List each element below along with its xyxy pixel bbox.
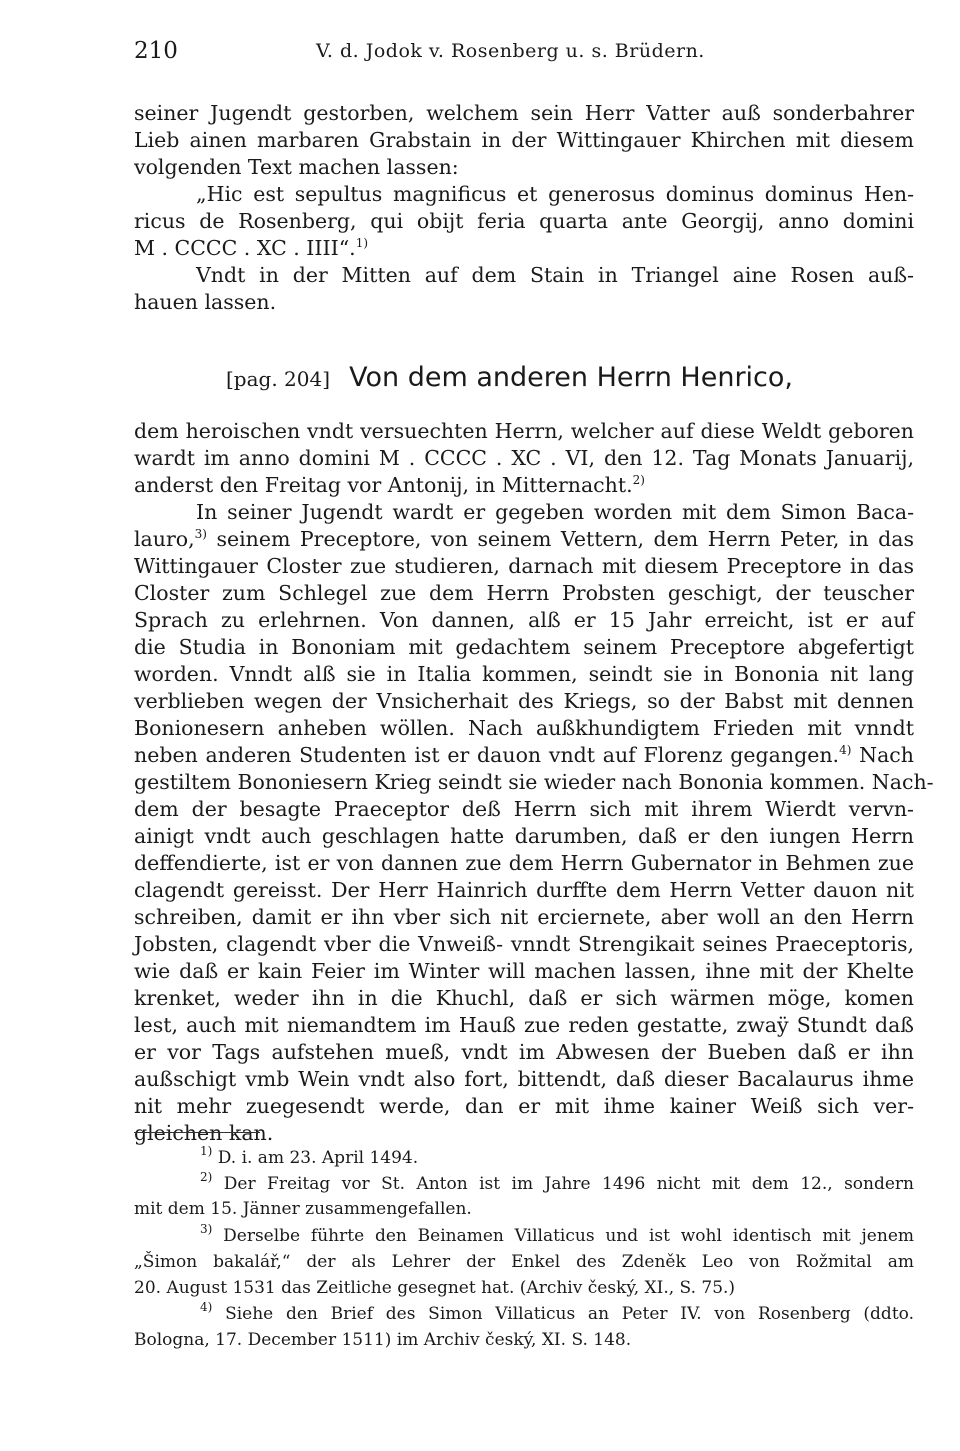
text-line: seiner Jugendt gestorben, welchem sein Herr Vatter auß sonderbahrer bbox=[134, 101, 914, 125]
text-fragment: seinem Preceptore, von seinem Vettern, dem Herrn Peter, in das bbox=[206, 527, 914, 551]
text-line: wie daß er kain Feier im Winter will machen lassen, ihne mit der Khelte bbox=[134, 959, 914, 983]
text-line: er vor Tags aufstehen mueß, vndt im Abwesen der Bueben daß er ihn bbox=[134, 1040, 914, 1064]
text-line: die Studia in Bononiam mit gedachtem seinem Preceptore abgefertigt bbox=[134, 635, 914, 659]
text-line: Sprach zu erlehrnen. Von dannen, alß er 15 Jahr erreicht, ist er auf bbox=[134, 608, 914, 632]
page-number: 210 bbox=[134, 38, 178, 64]
text-line: krenket, weder ihn in die Khuchl, daß er sich wärmen möge, komen bbox=[134, 986, 914, 1010]
footnote-ref: 2) bbox=[632, 473, 645, 487]
footnote-mark: 3) bbox=[200, 1222, 213, 1236]
footnote-text: Der Freitag vor St. Anton ist im Jahre 1496 nicht mit dem 12., sondern bbox=[223, 1174, 914, 1194]
page-header bbox=[134, 38, 914, 68]
text-line: nit mehr zuegesendt werde, dan er mit ihme kainer Weiß sich ver- bbox=[134, 1094, 914, 1118]
text-line: dem der besagte Praeceptor deß Herrn sich mit ihrem Wierdt vervn- bbox=[134, 797, 914, 821]
text-line: lest, auch mit niemandtem im Hauß zue reden gestatte, zwaÿ Stundt daß bbox=[134, 1013, 914, 1037]
text-line: In seiner Jugendt wardt er gegeben worden mit dem Simon Baca- bbox=[196, 500, 914, 524]
text-line: ricus de Rosenberg, qui obijt feria quarta ante Georgij, anno domini bbox=[134, 209, 914, 233]
footnote-divider bbox=[134, 1132, 260, 1133]
text-line: verblieben wegen der Vnsicherhait des Kriegs, so der Babst mit dennen bbox=[134, 689, 914, 713]
text-line: deffendierte, ist er von dannen zue dem Herrn Gubernator in Behmen zue bbox=[134, 851, 914, 875]
text-fragment: anderst den Freitag vor Antonij, in Mitternacht. bbox=[134, 473, 633, 497]
section-heading bbox=[226, 362, 793, 393]
text-line: Wittingauer Closter zue studieren, darnach mit diesem Preceptore in das bbox=[134, 554, 914, 578]
text-line bbox=[134, 472, 914, 498]
text-line bbox=[134, 235, 914, 261]
text-line: Lieb ainen marbaren Grabstain in der Wittingauer Khirchen mit diesem bbox=[134, 128, 914, 152]
text-line bbox=[134, 526, 914, 552]
footnote-text: Derselbe führte den Beinamen Villaticus und ist wohl identisch mit jenem bbox=[223, 1226, 914, 1246]
text-line: gleichen kan. bbox=[134, 1121, 274, 1145]
text-fragment: lauro, bbox=[134, 527, 195, 551]
text-line: schreiben, damit er ihn vber sich nit erciernete, aber woll an den Herrn bbox=[134, 905, 914, 929]
text-fragment: neben anderen Studenten ist er dauon vndt auf Florenz gegangen. bbox=[134, 743, 840, 767]
text-fragment: M . CCCC . XC . IIII“. bbox=[134, 236, 356, 260]
heading-title: Von dem anderen Herrn Henrico, bbox=[349, 362, 794, 393]
footnote-1 bbox=[200, 1146, 914, 1170]
footnote-2 bbox=[200, 1172, 914, 1196]
page-reference: [pag. 204] bbox=[226, 367, 331, 391]
footnote-text: Siehe den Brief des Simon Villaticus an Peter IV. von Rosenberg (ddto. bbox=[225, 1304, 914, 1324]
footnote-3-cont: „Šimon bakalář,“ der als Lehrer der Enkel des Zdeněk Leo von Rožmital am bbox=[134, 1252, 914, 1272]
text-line: dem heroischen vndt versuechten Herrn, welcher auf diese Weldt geboren bbox=[134, 419, 914, 443]
text-line: ainigt vndt auch geschlagen hatte darumben, daß er den iungen Herrn bbox=[134, 824, 914, 848]
text-line: „Hic est sepultus magnificus et generosus dominus dominus Hen- bbox=[196, 182, 914, 206]
text-line: Bonionesern anheben wöllen. Nach außkhundigtem Frieden mit vnndt bbox=[134, 716, 914, 740]
text-line: Jobsten, clagendt vber die Vnweiß- vnndt Strengikait seines Praeceptoris, bbox=[134, 932, 914, 956]
footnote-text: D. i. am 23. April 1494. bbox=[217, 1148, 419, 1168]
footnote-2-cont: mit dem 15. Jänner zusammengefallen. bbox=[134, 1199, 472, 1219]
text-line: hauen lassen. bbox=[134, 290, 277, 314]
text-line: Vndt in der Mitten auf dem Stain in Triangel aine Rosen auß- bbox=[196, 263, 914, 287]
running-title: V. d. Jodok v. Rosenberg u. s. Brüdern. bbox=[316, 40, 705, 62]
text-line bbox=[134, 742, 914, 768]
text-fragment: Nach bbox=[851, 743, 914, 767]
footnote-3 bbox=[200, 1224, 914, 1248]
text-line: volgenden Text machen lassen: bbox=[134, 155, 459, 179]
text-line: clagendt gereisst. Der Herr Hainrich durffte dem Herrn Vetter dauon nit bbox=[134, 878, 914, 902]
footnote-ref: 4) bbox=[839, 743, 852, 757]
footnote-3-cont: 20. August 1531 das Zeitliche gesegnet hat. (Archiv český, XI., S. 75.) bbox=[134, 1278, 736, 1298]
footnote-ref: 3) bbox=[194, 527, 207, 541]
footnote-mark: 1) bbox=[200, 1144, 213, 1158]
footnote-mark: 4) bbox=[200, 1300, 213, 1314]
footnote-4-cont: Bologna, 17. December 1511) im Archiv český, XI. S. 148. bbox=[134, 1330, 632, 1350]
text-line: außschigt vmb Wein vndt also fort, bittendt, daß dieser Bacalaurus ihme bbox=[134, 1067, 914, 1091]
footnote-mark: 2) bbox=[200, 1170, 213, 1184]
text-line: gestiltem Bononiesern Krieg seindt sie wieder nach Bononia kommen. Nach- bbox=[134, 770, 934, 794]
footnote-4 bbox=[200, 1302, 914, 1326]
text-line: wardt im anno domini M . CCCC . XC . VI, den 12. Tag Monats Januarij, bbox=[134, 446, 914, 470]
text-line: Closter zum Schlegel zue dem Herrn Probsten geschigt, der teuscher bbox=[134, 581, 914, 605]
footnote-ref: 1) bbox=[355, 236, 369, 250]
text-line: worden. Vnndt alß sie in Italia kommen, seindt sie in Bononia nit lang bbox=[134, 662, 914, 686]
